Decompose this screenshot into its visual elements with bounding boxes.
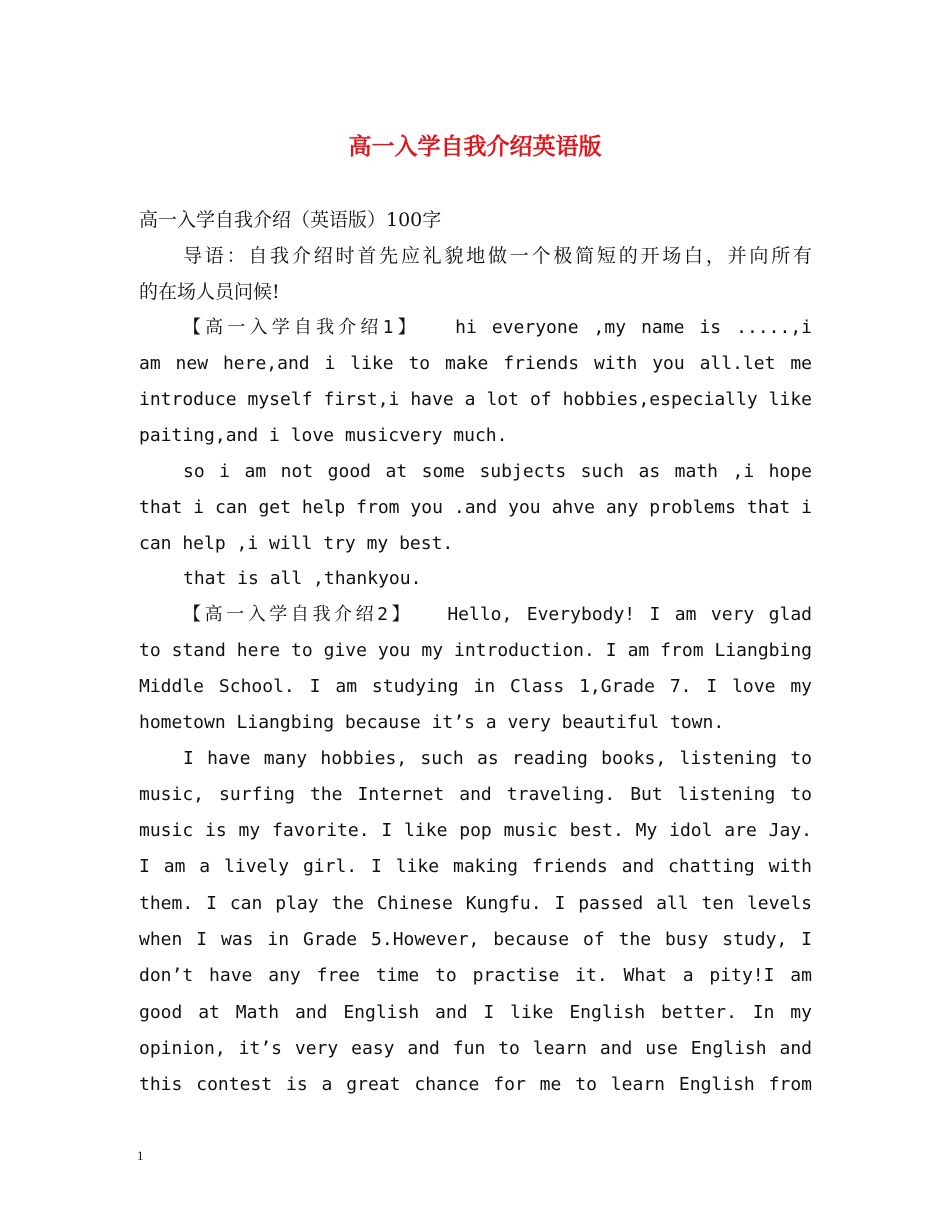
text-line: music, surfing the Internet and traveling. But listening to [139, 784, 812, 805]
document-title: 高一入学自我介绍英语版 [348, 133, 602, 160]
text-line: so i am not good at some subjects such as math ,i hope [183, 461, 812, 482]
text-line: am new here,and i like to make friends with you all.let me [139, 353, 812, 374]
text-line: Middle School. I am studying in Class 1,Grade 7. I love my [139, 676, 812, 697]
text-line: opinion, it’s very easy and fun to learn and use English and [139, 1038, 812, 1059]
text-line: them. I can play the Chinese Kungfu. I passed all ten levels [139, 893, 812, 914]
text-line: good at Math and English and I like English better. In my [139, 1002, 812, 1023]
page-number: 1 [137, 1148, 144, 1163]
text-line: hometown Liangbing because it’s a very beautiful town. [139, 712, 725, 733]
text-line: that i can get help from you .and you ahve any problems that i [139, 497, 812, 518]
text-line: 的在场人员问候! [139, 281, 280, 303]
text-line: don’t have any free time to practise it. What a pity!I am [139, 965, 812, 986]
text-line: this contest is a great chance for me to learn English from [139, 1074, 812, 1095]
text-line: I am a lively girl. I like making friends and chatting with [139, 856, 812, 877]
subtitle-line: 高一入学自我介绍（英语版）100字 [139, 209, 442, 231]
text-line: music is my favorite. I like pop music best. My idol are Jay. [139, 820, 812, 841]
text-line: introduce myself first,i have a lot of hobbies,especially like [139, 389, 812, 410]
text-line: to stand here to give you my introduction. I am from Liangbing [139, 640, 812, 661]
text-line: can help ,i will try my best. [139, 533, 454, 554]
text-line: paiting,and i love musicvery much. [139, 425, 508, 446]
text-line: 导语：自我介绍时首先应礼貌地做一个极简短的开场白，并向所有 [183, 245, 812, 267]
text-line: when I was in Grade 5.However, because of the busy study, I [139, 929, 812, 950]
section-heading-2: 【高一入学自我介绍2】 Hello, Everybody! I am very glad [183, 604, 812, 625]
text-line: I have many hobbies, such as reading books, listening to [183, 748, 812, 769]
section-heading-1: 【高一入学自我介绍1】 hi everyone ,my name is .....,i [183, 317, 812, 338]
text-line: that is all ,thankyou. [183, 568, 422, 589]
